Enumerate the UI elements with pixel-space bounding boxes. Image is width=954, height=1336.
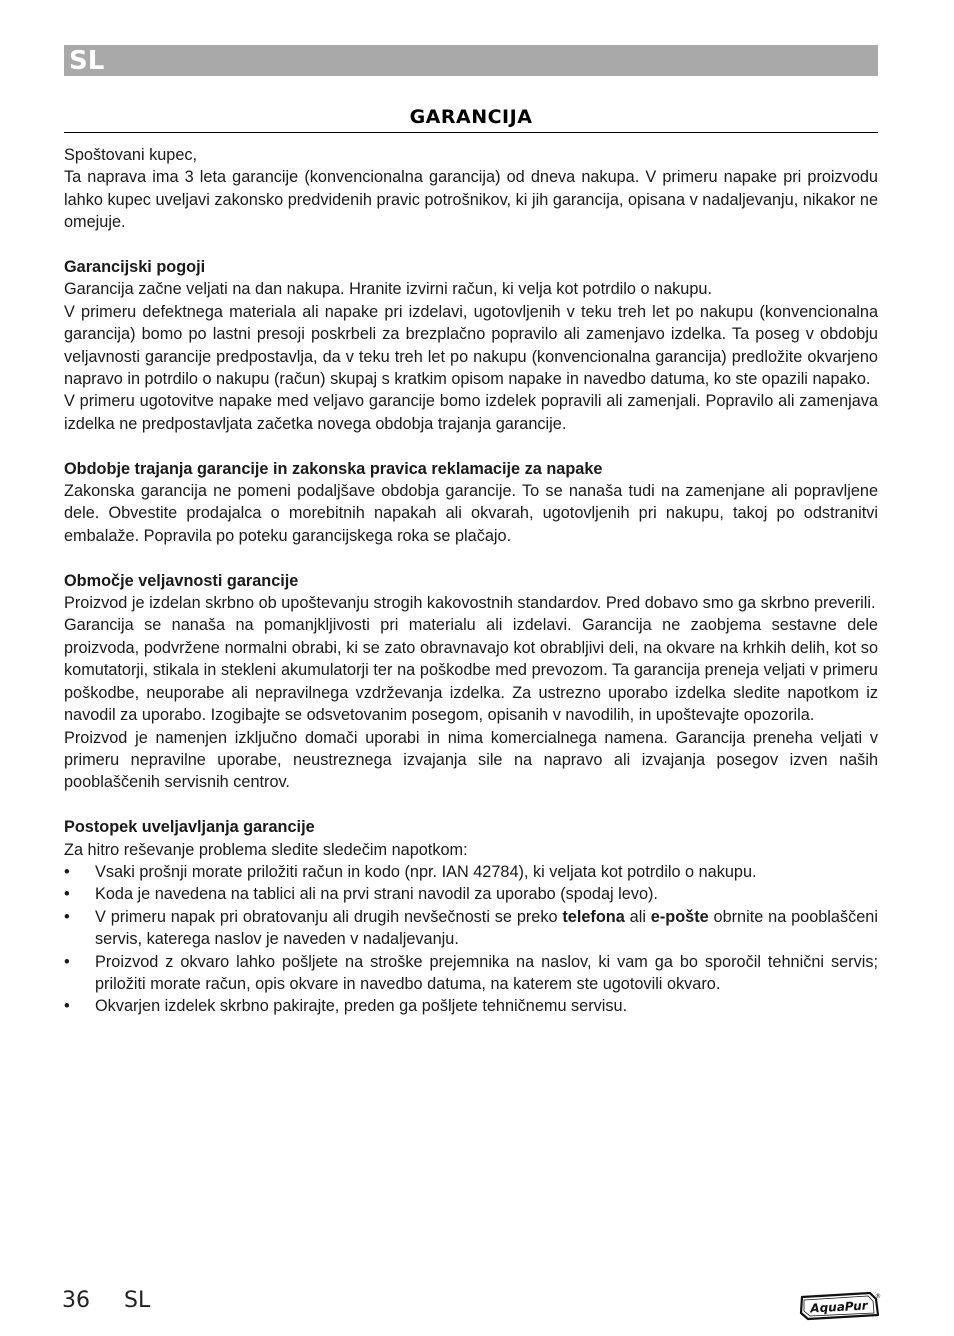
paragraph: V primeru defektnega materiala ali napake pri izdelavi, ugotovljenih v teku treh let po nakupu (konvencionalna garancija) bomo po lastni presoji poskrbeli za brezplačno popravilo ali zamenjavo izdelka. Ta poseg v obdobju veljavnosti garancije predpostavlja, da v teku treh let po nakupu (konvencionalna garancija) predložite okvarjeno napravo in potrdilo o nakupu (račun) skupaj s kratkim opisom napake in navedbo datuma, ko ste opazili napako. [64, 302, 878, 389]
page-number: 36 [62, 1288, 90, 1313]
list-item [64, 995, 878, 1017]
procedure-intro: Za hitro reševanje problema sledite sledečim napotkom: [64, 840, 468, 859]
page-title: GARANCIJA [409, 106, 533, 128]
paragraph: Proizvod je namenjen izključno domači uporabi in nima komercialnega namena. Garancija preneha veljati v primeru nepravilne uporabe, neustreznega izvajanja sile na napravo ali izvajanja posegov izven naših pooblaščenih servisnih centrov. [64, 728, 878, 792]
page-footer [62, 1287, 150, 1315]
paragraph: V primeru ugotovitve napake med veljavo garancije bomo izdelek popravili ali zamenjali. Popravilo ali zamenjava izdelka ne predpostavljata začetka novega obdobja trajanja garancije. [64, 392, 878, 433]
procedure-list [64, 861, 878, 1018]
language-code-label: SL [69, 46, 105, 76]
logo-registered-mark: ® [875, 1293, 881, 1300]
contact-text-before: V primeru napak pri obratovanju ali drugih nevšečnosti se preko [95, 907, 563, 926]
list-item-text [95, 908, 878, 948]
section-heading-duration: Obdobje trajanja garancije in zakonska pravica reklamacije za napake [64, 459, 603, 478]
email-emphasis: e-pošte [650, 907, 709, 926]
list-item [64, 861, 878, 883]
list-item [64, 906, 878, 951]
paragraph: Garancija začne veljati na dan nakupa. Hranite izvirni račun, ki velja kot potrdilo o nakupu. [64, 280, 712, 299]
bullet-marker: • [64, 885, 70, 904]
paragraph: Garancija se nanaša na pomanjkljivosti pri materialu ali izdelavi. Garancija ne zaobjema sestavne dele proizvoda, podvržene normalni obrabi, ki se zato obravnavajo kot obrabljivi deli, na okvare na krhkih delih, kot so komutatorji, stikala in stekleni akumulatorji ter na poškodbe med prevozom. Ta garancija preneja veljati v primeru poškodbe, neuporabe ali nepravilnega vzdrževanja izdelka. Za ustrezno uporabo izdelka sledite napotkom iz navodil za uporabo. Izogibajte se odsvetovanim posegom, opisanih v navodilih, in upoštevajte opozorila. [64, 616, 878, 725]
list-item [64, 951, 878, 996]
language-header-bar [64, 45, 878, 76]
phone-emphasis: telefona [562, 907, 625, 926]
section-heading-scope: Območje veljavnosti garancije [64, 571, 299, 590]
paragraph: Proizvod je izdelan skrbno ob upoštevanju strogih kakovostnih standardov. Pred dobavo smo ga skrbno preverili. [64, 594, 876, 613]
logo-text: AquaPur [809, 1298, 869, 1316]
bullet-marker: • [64, 862, 70, 881]
bullet-marker: • [64, 952, 70, 971]
section-heading-conditions: Garancijski pogoji [64, 258, 206, 277]
footer-language-code: SL [124, 1288, 151, 1313]
contact-text-after: obrnite na pooblaščeni servis, katerega naslov je naveden v nadaljevanju. [95, 907, 878, 949]
list-item-text: Koda je navedena na tablici ali na prvi strani navodil za uporabo (spodaj levo). [95, 885, 658, 904]
warranty-text-body [64, 144, 878, 1018]
greeting: Spoštovani kupec, [64, 146, 198, 164]
list-item-text: Proizvod z okvaro lahko pošljete na stroške prejemnika na naslov, ki vam ga bo sporočil tehnični servis; priložiti morate račun, opis okvare in navedbo datuma, na katerem ste ugotovili okvaro. [95, 952, 878, 993]
contact-text-middle: ali [624, 907, 651, 926]
aquapur-logo [798, 1289, 880, 1323]
intro-paragraph: Ta naprava ima 3 leta garancije (konvencionalna garancija) od dneva nakupa. V primeru napake pri proizvodu lahko kupec uveljavi zakonsko predvidenih pravic potrošnikov, ki jih garancija, opisana v nadaljevanju, nikakor ne omejuje. [64, 168, 878, 232]
paragraph: Zakonska garancija ne pomeni podaljšave obdobja garancije. To se nanaša tudi na zamenjane ali popravljene dele. Obvestite prodajalca o morebitnih napakah ali okvarah, ugotovljenih pri nakupu, takoj po odstranitvi embalaže. Popravila po poteku garancijskega roka se plačajo. [64, 482, 878, 545]
bullet-marker: • [64, 907, 70, 926]
list-item-text: Vsaki prošnji morate priložiti račun in kodo (npr. IAN 42784), ki veljata kot potrdilo o nakupu. [95, 862, 757, 881]
section-heading-procedure: Postopek uveljavljanja garancije [64, 818, 315, 837]
list-item [64, 883, 878, 905]
title-divider [64, 132, 878, 133]
bullet-marker: • [64, 997, 70, 1016]
list-item-text: Okvarjen izdelek skrbno pakirajte, preden ga pošljete tehničnemu servisu. [95, 997, 628, 1016]
